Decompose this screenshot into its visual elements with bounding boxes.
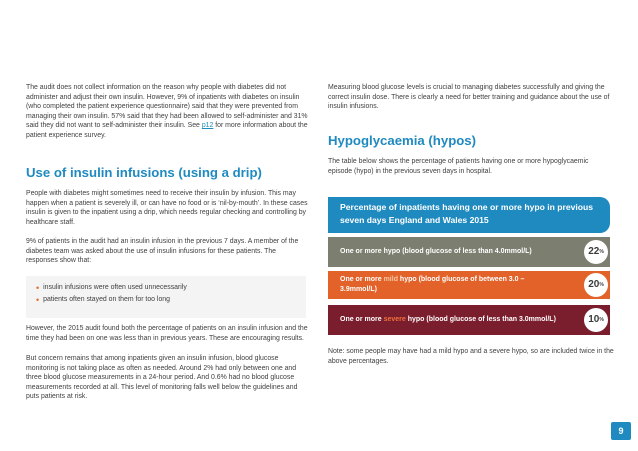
hypo-table-banner: Percentage of inpatients having one or more hypo in previous seven days England and Wales 2015	[328, 197, 610, 233]
bullet-item	[36, 282, 306, 294]
audit-intro-paragraph	[26, 83, 308, 141]
bullet-item	[36, 294, 306, 306]
hypo-row-any	[328, 237, 610, 267]
hypo-row-severe	[328, 305, 610, 335]
p12-link[interactable]: p12	[201, 122, 214, 130]
bullet-dot-icon: •	[36, 295, 40, 305]
hypo-para-1: The table below shows the percentage of patients having one or more hypoglycaemic episode (hypo) in the previous seven days in hospital.	[328, 158, 589, 175]
page-number: 9	[611, 422, 631, 440]
mild-highlight: mild	[383, 276, 398, 283]
bullet-text: patients often stayed on them for too long	[43, 296, 170, 303]
hypo-row-label: One or more hypo (blood glucose of less than 4.0mmol/L)	[340, 248, 532, 255]
responses-bullet-list	[26, 276, 306, 318]
intro-text-end: for more information about the patient experience survey.	[26, 122, 308, 139]
percentage-badge: 22 %	[584, 240, 608, 264]
insulin-para-3: However, the 2015 audit found both the percentage of patients on an insulin infusion and the time they had been on one was less than in previous years. These are encouraging results.	[26, 325, 308, 342]
insulin-para-4: But concern remains that among inpatients given an insulin infusion, blood glucose monitoring is not taking place as often as needed. Around 2% had only between one and three blood glucose measurements in a 24-hour period. And 0.6% had no blood glucose measurements recorded at all. This level of monitoring falls well below the guidelines and puts patients at risk.	[26, 355, 298, 401]
insulin-infusions-heading: Use of insulin infusions (using a drip)	[26, 165, 262, 180]
insulin-para-1: People with diabetes might sometimes need to receive their insulin by infusion. This may happen when a patient is severely ill, or can have no food or is ‘nil-by-mouth’. In these cases insulin is given to the inpatient using a drip, which needs regular checking and controlling by healthcare staff.	[26, 190, 308, 226]
insulin-para-2: 9% of patients in the audit had an insulin infusion in the previous 7 days. A member of the diabetes team was asked about the use of insulin infusions for these patients. The responses show that:	[26, 238, 299, 265]
severe-highlight: severe	[383, 316, 406, 323]
percentage-badge: 10 %	[584, 308, 608, 332]
percentage-badge: 20 %	[584, 273, 608, 297]
hypo-row-label: One or more mild hypo (blood glucose of between 3.0 – 3.9mmol/L)	[340, 276, 525, 293]
blood-glucose-intro: Measuring blood glucose levels is crucial to managing diabetes successfully and giving the correct insulin dose. There is clearly a need for better training and guidance about the use of insulin infusions.	[328, 84, 610, 111]
hypo-row-mild	[328, 271, 610, 299]
hypo-row-label: One or more severe hypo (blood glucose of less than 3.0mmol/L)	[340, 316, 556, 323]
bullet-dot-icon: •	[36, 283, 40, 293]
hypo-note: Note: some people may have had a mild hypo and a severe hypo, so are included twice in the above percentages.	[328, 348, 614, 365]
hypoglycaemia-heading: Hypoglycaemia (hypos)	[328, 133, 477, 148]
intro-text: The audit does not collect information on the reason why people with diabetes did not administer and adjust their own insulin. However, 9% of inpatients with diabetes on insulin (who completed the patient experience questionnaire) said that they were prevented from managing their own insulin. 57% said that they had been allowed to self-administer and 31% said they did not want to self-administer their insulin. See	[26, 84, 308, 130]
bullet-text: insulin infusions were often used unnecessarily	[43, 284, 187, 291]
